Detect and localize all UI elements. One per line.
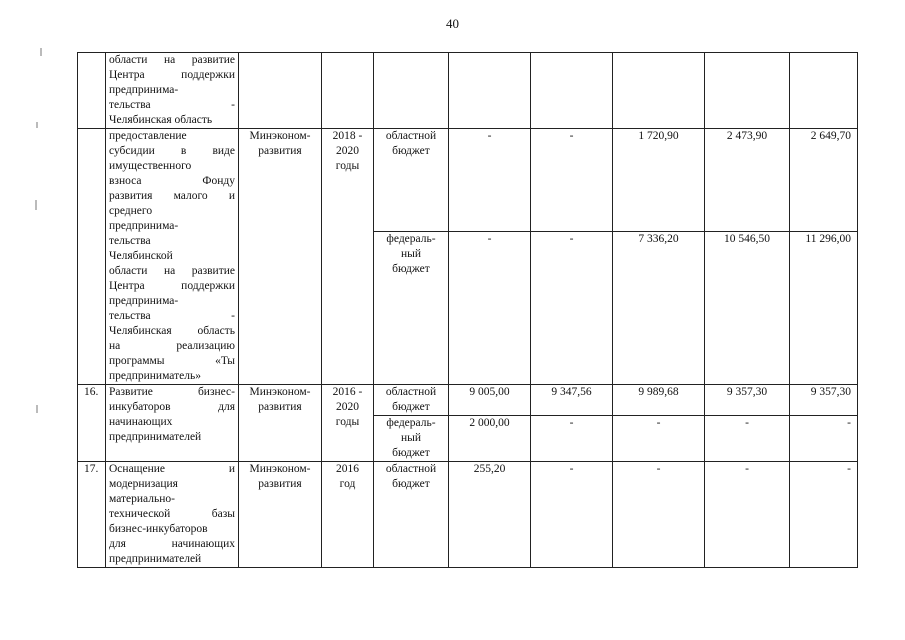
amount-cell: - xyxy=(613,416,705,462)
cell-line: развития xyxy=(258,145,302,157)
cell-line: 2016 - xyxy=(332,386,363,398)
cell-line: 2020 xyxy=(336,145,359,157)
cell-line: областной xyxy=(385,463,437,475)
budget-source-cell xyxy=(374,416,449,462)
row-number-cell: 17. xyxy=(78,462,106,568)
amount-cell: - xyxy=(531,232,613,385)
amount-cell: - xyxy=(705,462,790,568)
cell-line: предприниматель» xyxy=(109,370,201,382)
cell-line: бюджет xyxy=(392,401,430,413)
scan-mark xyxy=(36,405,38,413)
cell-line: области на развитие xyxy=(109,265,235,277)
cell-line: субсидии в виде xyxy=(109,145,235,157)
cell-line: 2020 xyxy=(336,401,359,413)
budget-table xyxy=(77,52,858,568)
amount-cell: 9 357,30 xyxy=(705,385,790,416)
amount-cell: - xyxy=(613,462,705,568)
description-cell xyxy=(106,129,239,385)
cell-line: областной xyxy=(385,386,437,398)
cell-line: технической базы xyxy=(109,508,235,520)
table-row xyxy=(78,129,858,232)
period-cell xyxy=(322,462,374,568)
cell-line: материально- xyxy=(109,493,175,505)
cell-line: предоставление xyxy=(109,130,187,142)
amount-cell xyxy=(613,53,705,129)
amount-cell xyxy=(790,53,858,129)
table-row xyxy=(78,385,858,416)
budget-source-cell xyxy=(374,385,449,416)
amount-cell: 9 989,68 xyxy=(613,385,705,416)
amount-cell: - xyxy=(790,462,858,568)
cell-line: годы xyxy=(335,160,360,172)
amount-cell: - xyxy=(705,416,790,462)
cell-line: модернизация xyxy=(109,478,178,490)
amount-cell: 9 347,56 xyxy=(531,385,613,416)
row-number-cell xyxy=(78,129,106,385)
amount-cell: 2 000,00 xyxy=(449,416,531,462)
executor-cell xyxy=(239,129,322,385)
amount-cell: - xyxy=(531,129,613,232)
cell-line: на реализацию xyxy=(109,340,235,352)
amount-cell: 9 357,30 xyxy=(790,385,858,416)
cell-line: развития xyxy=(258,401,302,413)
cell-line: год xyxy=(339,478,356,490)
executor-cell xyxy=(239,53,322,129)
cell-line: программы «Ты xyxy=(109,355,235,367)
cell-line: развития малого и xyxy=(109,190,235,202)
cell-line: областной xyxy=(385,130,437,142)
cell-line: предпринимателей xyxy=(109,553,202,565)
description-cell xyxy=(106,462,239,568)
cell-line: предпринима- xyxy=(109,220,179,232)
amount-cell: - xyxy=(531,462,613,568)
table-body xyxy=(78,53,858,568)
cell-line: Челябинской xyxy=(109,250,173,262)
page-number: 40 xyxy=(446,16,459,31)
description-cell xyxy=(106,53,239,129)
cell-line: 2018 - xyxy=(332,130,363,142)
amount-cell: - xyxy=(449,129,531,232)
cell-line: федераль- xyxy=(386,417,436,429)
cell-line: среднего xyxy=(109,205,153,217)
cell-line: начинающих xyxy=(109,416,173,428)
scan-mark xyxy=(40,48,42,56)
amount-cell: 255,20 xyxy=(449,462,531,568)
amount-cell xyxy=(531,53,613,129)
budget-source-cell xyxy=(374,53,449,129)
period-cell xyxy=(322,129,374,385)
amount-cell: 7 336,20 xyxy=(613,232,705,385)
cell-line: предпринимателей xyxy=(109,431,202,443)
executor-cell xyxy=(239,385,322,462)
table-row xyxy=(78,462,858,568)
amount-cell: 9 005,00 xyxy=(449,385,531,416)
amount-cell: - xyxy=(531,416,613,462)
period-cell xyxy=(322,53,374,129)
description-cell xyxy=(106,385,239,462)
row-number-cell: 16. xyxy=(78,385,106,462)
amount-cell: 2 473,90 xyxy=(705,129,790,232)
cell-line: имущественного xyxy=(109,160,192,172)
scan-mark xyxy=(36,122,38,128)
cell-line: инкубаторов для xyxy=(109,401,235,413)
period-cell xyxy=(322,385,374,462)
cell-line: тельства - xyxy=(109,310,235,322)
cell-line: бюджет xyxy=(392,263,430,276)
cell-line: тельства - xyxy=(109,99,235,111)
table-row xyxy=(78,53,858,129)
cell-line: Центра поддержки xyxy=(109,69,235,81)
cell-line: ный xyxy=(400,432,422,444)
cell-line: бюджет xyxy=(392,478,430,490)
amount-cell: 11 296,00 xyxy=(790,232,858,385)
cell-line: Оснащение и xyxy=(109,463,235,475)
cell-line: 2016 xyxy=(336,463,359,475)
amount-cell: 2 649,70 xyxy=(790,129,858,232)
cell-line: предпринима- xyxy=(109,295,179,307)
cell-line: области на развитие xyxy=(109,54,235,66)
amount-cell: - xyxy=(790,416,858,462)
budget-source-cell xyxy=(374,232,449,385)
budget-source-cell xyxy=(374,462,449,568)
cell-line: федераль- xyxy=(386,233,436,246)
cell-line: Минэконом- xyxy=(249,130,311,142)
cell-line: тельства xyxy=(109,235,151,247)
cell-line: Челябинская область xyxy=(109,114,213,126)
cell-line: развития xyxy=(258,478,302,490)
cell-line: бизнес-инкубаторов xyxy=(109,523,208,535)
cell-line: Центра поддержки xyxy=(109,280,235,292)
cell-line: Челябинская область xyxy=(109,325,235,337)
cell-line: бюджет xyxy=(392,145,430,157)
cell-line: годы xyxy=(335,416,360,428)
cell-line: Минэконом- xyxy=(249,463,311,475)
scan-mark xyxy=(35,200,37,210)
cell-line: Минэконом- xyxy=(249,386,311,398)
amount-cell: 10 546,50 xyxy=(705,232,790,385)
cell-line: бюджет xyxy=(392,447,430,459)
cell-line: ный xyxy=(400,248,422,261)
amount-cell xyxy=(449,53,531,129)
amount-cell: - xyxy=(449,232,531,385)
cell-line: взноса Фонду xyxy=(109,175,235,187)
cell-line: Развитие бизнес- xyxy=(109,386,235,398)
executor-cell xyxy=(239,462,322,568)
cell-line: предпринима- xyxy=(109,84,179,96)
amount-cell xyxy=(705,53,790,129)
budget-source-cell xyxy=(374,129,449,232)
amount-cell: 1 720,90 xyxy=(613,129,705,232)
cell-line: для начинающих xyxy=(109,538,235,550)
row-number-cell xyxy=(78,53,106,129)
